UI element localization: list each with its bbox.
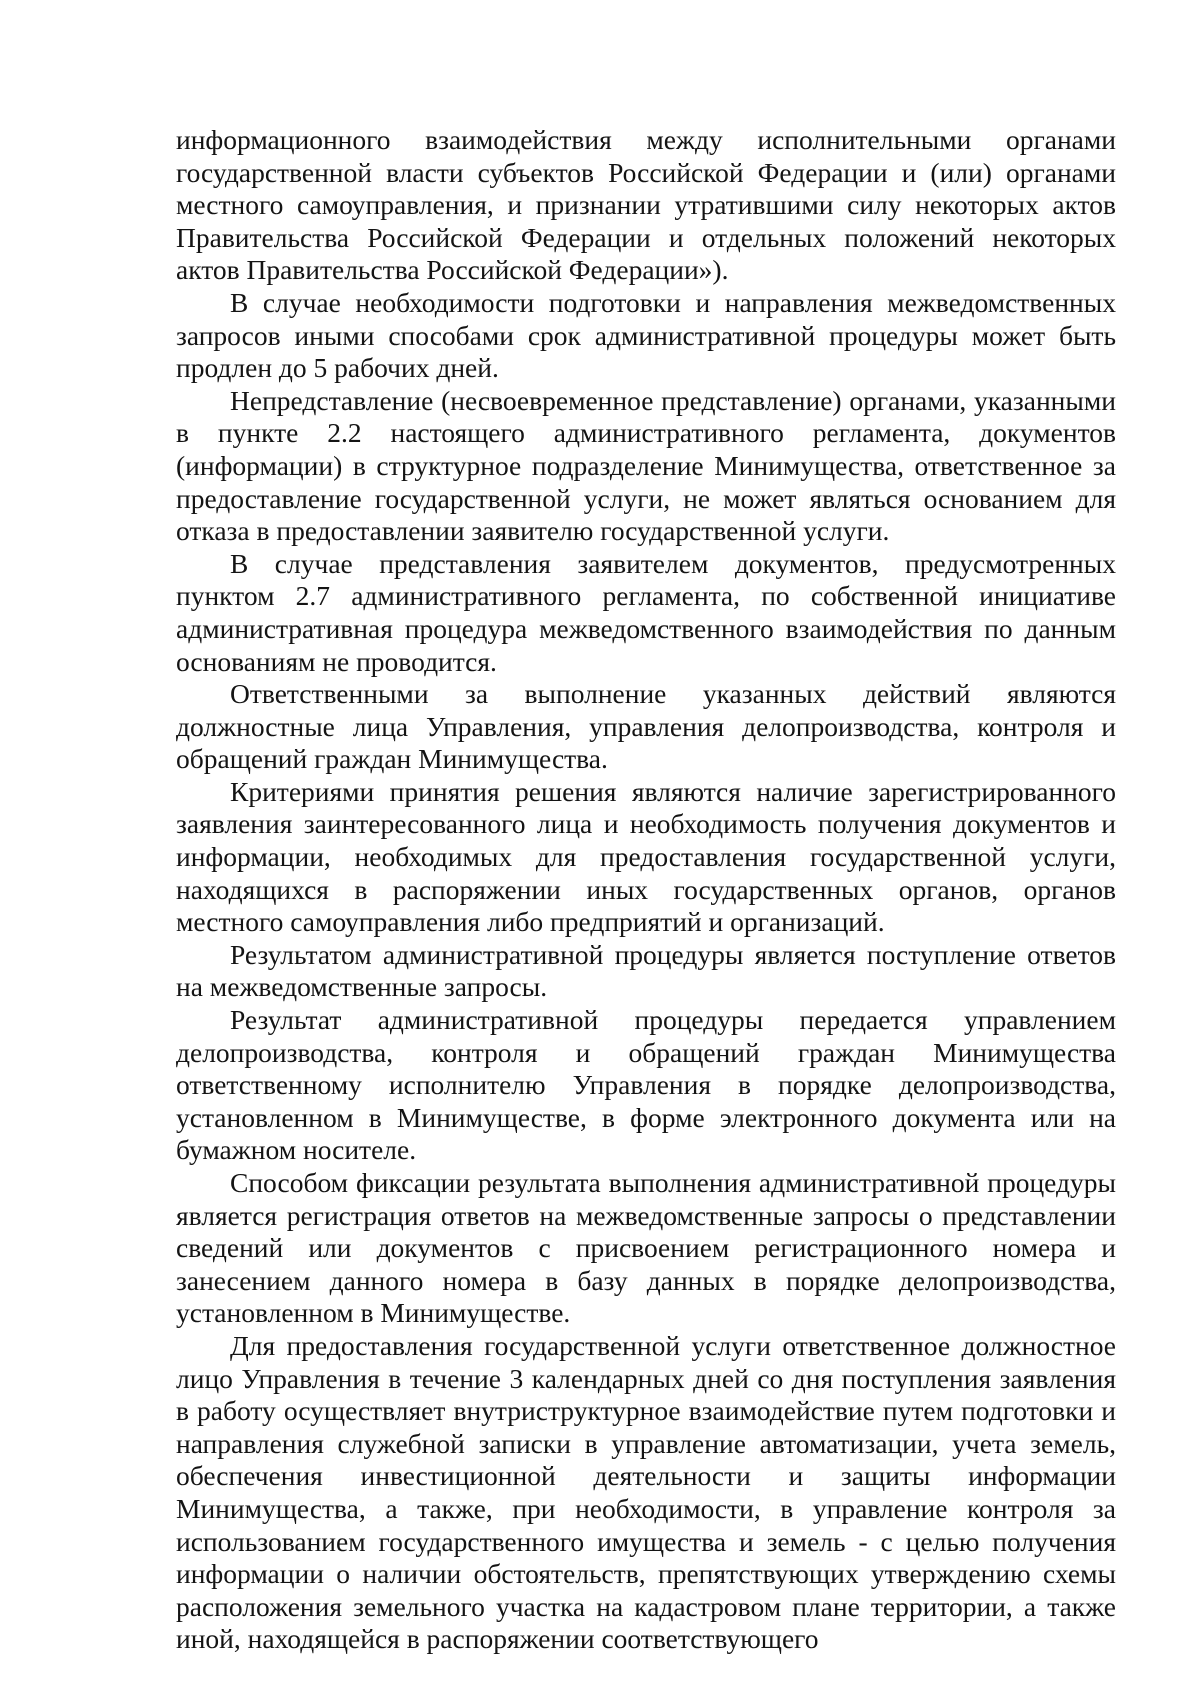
paragraph-request-extension: В случае необходимости подготовки и направления межведомственных запросов иными способами срок административной процедуры может быть продлен до 5 рабочих дней. bbox=[176, 286, 1116, 384]
paragraph-procedure-result: Результатом административной процедуры является поступление ответов на межведомственные запросы. bbox=[176, 938, 1116, 1003]
document-body bbox=[176, 124, 1116, 1656]
paragraph-continuation: информационного взаимодействия между исполнительными органами государственной власти субъектов Российской Федерации и (или) органами местного самоуправления, и признании утратившими силу некоторых актов Правительства Российской Федерации и отдельных положений некоторых актов Правительства Российской Федерации»). bbox=[176, 124, 1116, 286]
paragraph-decision-criteria: Критериями принятия решения являются наличие зарегистрированного заявления заинтересованного лица и необходимость получения документов и информации, необходимых для предоставления государственной услуги, находящихся в распоряжении иных государственных органов, органов местного самоуправления либо предприятий и организаций. bbox=[176, 775, 1116, 938]
paragraph-own-initiative: В случае представления заявителем документов, предусмотренных пунктом 2.7 административного регламента, по собственной инициативе административная процедура межведомственного взаимодействия по данным основаниям не проводится. bbox=[176, 547, 1116, 677]
paragraph-result-transfer: Результат административной процедуры передается управлением делопроизводства, контроля и обращений граждан Минимущества ответственному исполнителю Управления в порядке делопроизводства, установленном в Минимуществе, в форме электронного документа или на бумажном носителе. bbox=[176, 1004, 1116, 1166]
paragraph-internal-interaction: Для предоставления государственной услуги ответственное должностное лицо Управления в течение 3 календарных дней со дня поступления заявления в работу осуществляет внутриструктурное взаимодействие путем подготовки и направления служебной записки в управление автоматизации, учета земель, обеспечения инвестиционной деятельности и защиты информации Минимущества, а также, при необходимости, в управление контроля за использованием государственного имущества и земель - с целью получения информации о наличии обстоятельств, препятствующих утверждению схемы расположения земельного участка на кадастровом плане территории, а также иной, находящейся в распоряжении соответствующего bbox=[176, 1329, 1116, 1655]
paragraph-non-submission: Непредставление (несвоевременное представление) органами, указанными в пункте 2.2 настоящего административного регламента, документов (информации) в структурное подразделение Минимущества, ответственное за предоставление государственной услуги, не может являться основанием для отказа в предоставлении заявителю государственной услуги. bbox=[176, 384, 1116, 547]
paragraph-fixation-method: Способом фиксации результата выполнения административной процедуры является регистрация ответов на межведомственные запросы о представлении сведений или документов с присвоением регистрационного номера и занесением данного номера в базу данных в порядке делопроизводства, установленном в Минимуществе. bbox=[176, 1167, 1116, 1329]
paragraph-responsible-persons: Ответственными за выполнение указанных действий являются должностные лица Управления, управления делопроизводства, контроля и обращений граждан Минимущества. bbox=[176, 678, 1116, 775]
